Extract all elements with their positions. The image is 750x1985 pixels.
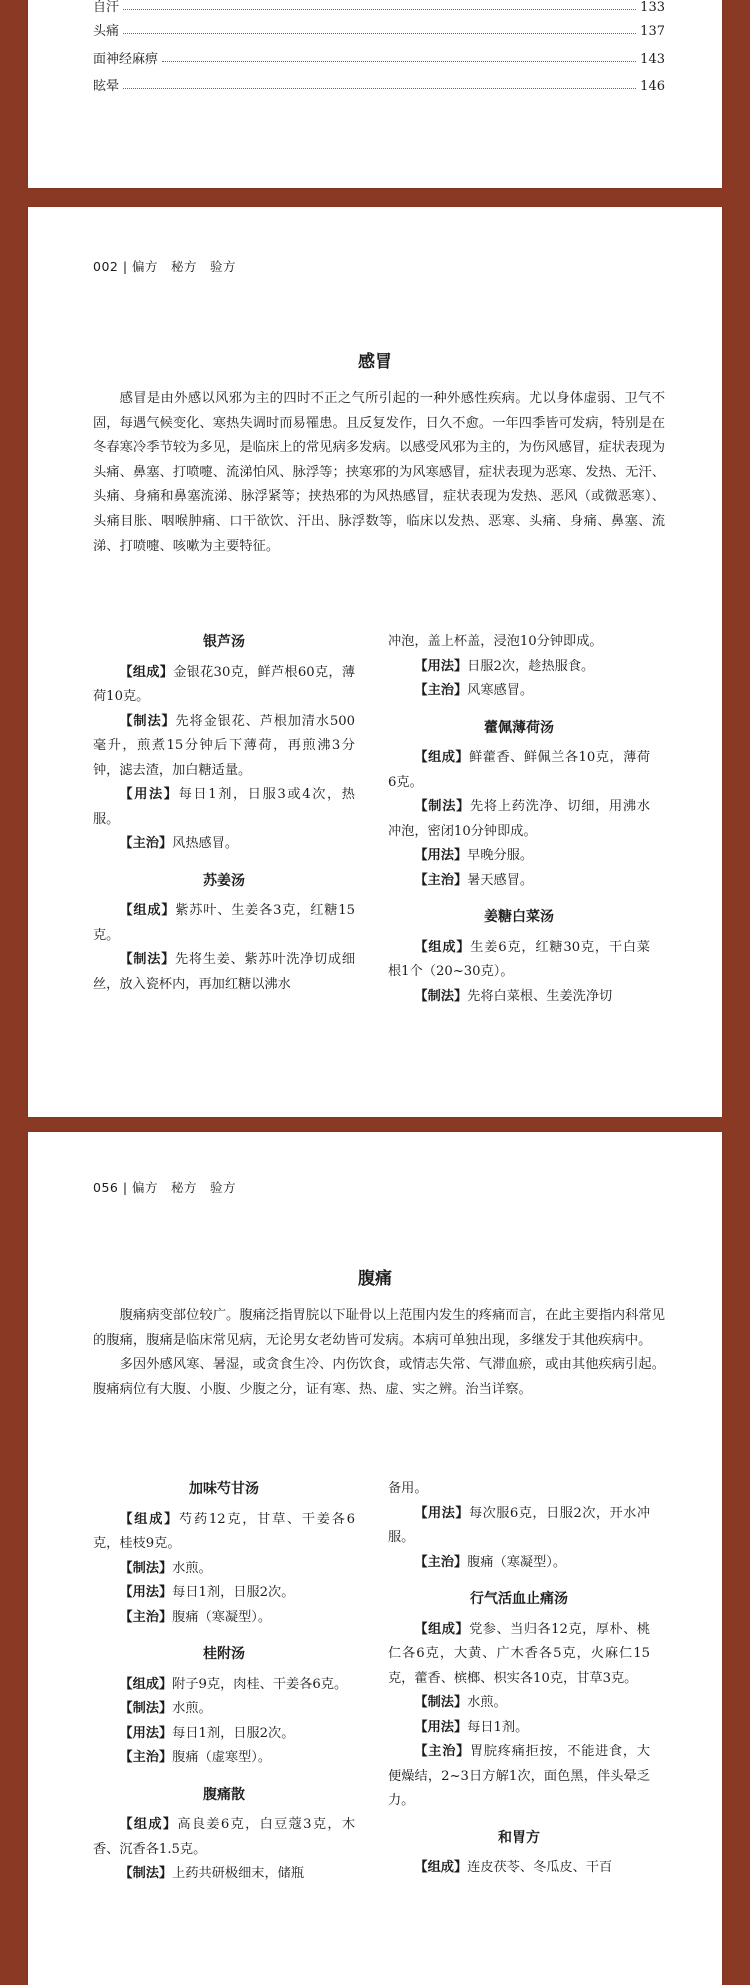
- field-label: 【组成】: [119, 903, 176, 918]
- field-label: 【制法】: [414, 988, 468, 1004]
- toc-entry-title: 面神经麻痹: [93, 52, 159, 67]
- field-text: 高良姜6克，白豆蔻3克，木香、沉香各1.5克。: [93, 1817, 356, 1857]
- toc-entry-page: 143: [640, 52, 665, 67]
- field-text: 胃脘疼痛拒按，不能进食，大便燥结，2~3日方解1次，面色黑，伴头晕乏力。: [388, 1744, 651, 1808]
- right-column: [388, 630, 650, 1009]
- field-label: 【组成】: [414, 750, 470, 765]
- field-label: 【组成】: [414, 1621, 470, 1637]
- recipe-method: [388, 985, 650, 1010]
- recipe-method: [93, 1557, 355, 1582]
- field-label: 【主治】: [119, 1609, 173, 1625]
- field-label: 【用法】: [414, 1719, 468, 1735]
- recipe-ingredients: [93, 1508, 355, 1557]
- field-text: 生姜6克，红糖30克，干白菜根1个（20~30克）。: [388, 939, 650, 979]
- recipe-title: 藿佩薄荷汤: [484, 719, 554, 736]
- field-text: 每日1剂，日服3或4次，热服。: [93, 787, 355, 827]
- right-column: [388, 1477, 650, 1881]
- recipe-usage: [388, 1716, 650, 1741]
- running-head: 056 | 偏方 秘方 验方: [93, 1180, 237, 1195]
- field-text: 腹痛（寒凝型）。: [172, 1609, 272, 1625]
- section-title: 腹痛: [358, 1269, 392, 1289]
- recipe-title: 银芦汤: [203, 634, 245, 650]
- intro-paragraph: 多因外感风寒、暑湿，或贪食生冷、内伤饮食，或情志失常、气滞血瘀，或由其他疾病引起。腹痛病位有大腹、小腹、少腹之分，证有寒、热、虚、实之辨。治当详察。: [93, 1357, 665, 1397]
- recipe-title: 姜糖白菜汤: [484, 909, 554, 925]
- left-column: [93, 630, 355, 997]
- toc-leader-dots: [123, 9, 636, 10]
- recipe-usage: [93, 783, 355, 832]
- toc-page: [28, 0, 722, 188]
- recipe-usage: [93, 1581, 355, 1606]
- recipe-ingredients: [93, 661, 355, 710]
- recipe-title: 加味芍甘汤: [189, 1481, 259, 1497]
- recipe-method: [388, 1691, 650, 1716]
- running-head: 002 | 偏方 秘方 验方: [93, 259, 237, 274]
- field-label: 【用法】: [414, 848, 468, 863]
- toc-entry-page: 133: [640, 0, 665, 15]
- recipe-title: 苏姜汤: [203, 872, 245, 889]
- field-label: 【组成】: [414, 939, 471, 955]
- field-text: 腹痛（虚寒型）。: [172, 1750, 272, 1765]
- toc-entry-page: 146: [640, 79, 665, 94]
- toc-entry: [93, 45, 665, 67]
- field-text: 先将金银花、芦根加清水500毫升，煎煮15分钟后下薄荷，再煎沸3分钟，滤去渣，加白糖适量。: [93, 713, 356, 778]
- recipe-method: [93, 948, 355, 997]
- field-text: 连皮茯苓、冬瓜皮、干百: [467, 1860, 613, 1875]
- field-label: 【用法】: [119, 1725, 173, 1741]
- field-text: 党参、当归各12克，厚朴、桃仁各6克，大黄、广木香各5克，火麻仁15克，藿香、槟榔、枳实各10克，甘草3克。: [388, 1621, 651, 1686]
- field-label: 【主治】: [119, 1750, 173, 1765]
- field-label: 【组成】: [119, 1676, 173, 1692]
- field-text: 腹痛（寒凝型）。: [467, 1554, 567, 1570]
- recipe-indication: [93, 1746, 355, 1771]
- recipe-indication: [388, 869, 650, 894]
- recipe-method: [93, 1697, 355, 1722]
- field-label: 【组成】: [414, 1860, 468, 1875]
- field-label: 【组成】: [119, 664, 174, 680]
- recipe-indication: [388, 1740, 650, 1814]
- toc-leader-dots: [162, 61, 636, 62]
- recipe-ingredients: [388, 936, 650, 985]
- field-label: 【制法】: [119, 1701, 173, 1716]
- field-text: 先将白菜根、生姜洗净切: [467, 988, 613, 1004]
- field-label: 【用法】: [414, 658, 468, 674]
- field-label: 【制法】: [119, 1560, 173, 1576]
- recipe-usage: [93, 1722, 355, 1747]
- field-text: 每日1剂，日服2次。: [172, 1725, 295, 1741]
- field-text: 水煎。: [172, 1560, 212, 1576]
- field-text: 金银花30克，鲜芦根60克，薄荷10克。: [93, 664, 356, 704]
- toc-entry-page: 137: [640, 24, 665, 39]
- recipe-title: 和胃方: [498, 1829, 540, 1846]
- section-intro: [93, 387, 665, 559]
- field-label: 【主治】: [414, 872, 468, 888]
- left-column: [93, 1477, 355, 1887]
- field-label: 【制法】: [414, 799, 470, 814]
- field-text: 先将上药洗净、切细，用沸水冲泡，密闭10分钟即成。: [388, 799, 651, 839]
- recipe-indication: [93, 1606, 355, 1631]
- toc-leader-dots: [123, 88, 636, 89]
- book-page-cold: [28, 207, 722, 1117]
- recipe-title: 腹痛散: [203, 1786, 245, 1803]
- field-label: 【主治】: [414, 1554, 468, 1570]
- recipe-title: 桂附汤: [203, 1646, 245, 1662]
- toc-entry: [93, 17, 665, 39]
- recipe-usage: [388, 655, 650, 680]
- field-label: 【用法】: [119, 1585, 173, 1600]
- field-text: 暑天感冒。: [467, 872, 534, 888]
- toc-entry: [93, 72, 665, 94]
- recipe-ingredients: [388, 1856, 650, 1881]
- recipe-ingredients: [388, 1618, 650, 1692]
- field-label: 【主治】: [119, 836, 173, 851]
- field-label: 【组成】: [119, 1511, 180, 1527]
- recipe-method-continued: 备用。: [388, 1481, 428, 1496]
- recipe-method: [388, 795, 650, 844]
- toc-entry-title: 眩晕: [93, 79, 120, 94]
- recipe-ingredients: [93, 1813, 355, 1862]
- field-text: 紫苏叶、生姜各3克，红糖15克。: [93, 903, 355, 943]
- field-text: 附子9克，肉桂、干姜各6克。: [172, 1676, 348, 1692]
- field-text: 风热感冒。: [172, 836, 239, 851]
- field-text: 芍药12克，甘草、干姜各6克，桂枝9克。: [93, 1511, 356, 1551]
- field-label: 【制法】: [119, 952, 175, 967]
- recipe-ingredients: [93, 1673, 355, 1698]
- field-text: 上药共研极细末，储瓶: [172, 1866, 305, 1881]
- recipe-ingredients: [93, 899, 355, 948]
- recipe-method: [93, 1862, 355, 1887]
- recipe-method: [93, 710, 355, 784]
- book-page-abdominal-pain: [28, 1132, 722, 1985]
- field-text: 每日1剂，日服2次。: [172, 1585, 295, 1600]
- section-title: 感冒: [358, 352, 392, 372]
- field-text: 日服2次，趁热服食。: [467, 658, 595, 674]
- field-text: 每日1剂。: [467, 1719, 529, 1735]
- field-label: 【用法】: [119, 787, 179, 802]
- recipe-usage: [388, 1502, 650, 1551]
- field-label: 【制法】: [119, 713, 176, 729]
- recipe-title: 行气活血止痛汤: [470, 1591, 568, 1607]
- recipe-ingredients: [388, 746, 650, 795]
- field-text: 水煎。: [172, 1701, 212, 1716]
- recipe-usage: [388, 844, 650, 869]
- field-label: 【主治】: [414, 1744, 470, 1759]
- recipe-indication: [388, 679, 650, 704]
- field-label: 【组成】: [119, 1817, 178, 1832]
- recipe-method-continued: 冲泡，盖上杯盖，浸泡10分钟即成。: [388, 634, 603, 649]
- field-label: 【制法】: [414, 1695, 468, 1710]
- field-text: 早晚分服。: [467, 848, 534, 863]
- field-text: 风寒感冒。: [467, 683, 534, 698]
- field-text: 每次服6克，日服2次，开水冲服。: [388, 1505, 651, 1545]
- field-label: 【主治】: [414, 683, 468, 698]
- recipe-indication: [93, 832, 355, 857]
- intro-paragraph: 腹痛病变部位较广。腹痛泛指胃脘以下耻骨以上范围内发生的疼痛而言，在此主要指内科常见的腹痛，腹痛是临床常见病，无论男女老幼皆可发病。本病可单独出现，多继发于其他疾病中。: [93, 1308, 665, 1348]
- field-text: 水煎。: [467, 1695, 507, 1710]
- toc-entry-title: 自汗: [93, 0, 120, 15]
- toc-leader-dots: [123, 33, 636, 34]
- recipe-indication: [388, 1551, 650, 1576]
- field-text: 先将生姜、紫苏叶洗净切成细丝，放入瓷杯内，再加红糖以沸水: [93, 952, 356, 992]
- intro-paragraph: 感冒是由外感以风邪为主的四时不正之气所引起的一种外感性疾病。尤以身体虚弱、卫气不固，每遇气候变化、寒热失调时而易罹患。且反复发作，日久不愈。一年四季皆可发病，特别是在冬春寒冷季节较为多见，是临床上的常见病多发病。以感受风邪为主的，为伤风感冒，症状表现为头痛、鼻塞、打喷嚏、流涕怕风、脉浮等；挟寒邪的为风寒感冒，症状表现为恶寒、发热、无汗、头痛、身痛和鼻塞流涕、脉浮紧等；挟热邪的为风热感冒，症状表现为发热、恶风（或微恶寒）、头痛目胀、咽喉肿痛、口干欲饮、汗出、脉浮数等，临床以发热、恶寒、头痛、身痛、鼻塞、流涕、打喷嚏、咳嗽为主要特征。: [93, 391, 665, 554]
- toc-entry: [93, 0, 665, 15]
- field-label: 【用法】: [414, 1505, 469, 1521]
- toc-entry-title: 头痛: [93, 24, 120, 39]
- field-text: 鲜藿香、鲜佩兰各10克，薄荷6克。: [388, 750, 651, 790]
- section-intro: [93, 1304, 665, 1402]
- field-label: 【制法】: [119, 1866, 173, 1881]
